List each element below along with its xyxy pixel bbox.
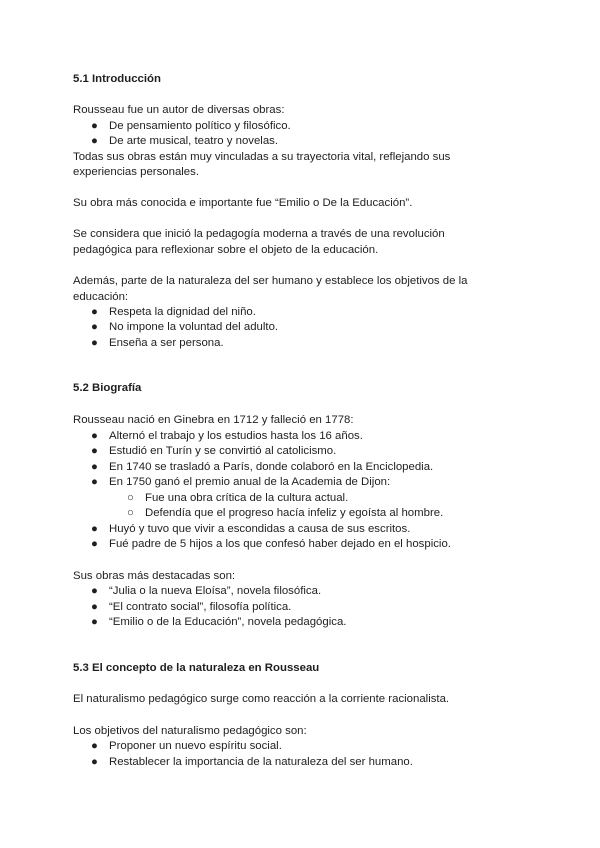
bullet-icon: ● <box>91 445 98 457</box>
list-item: ● De pensamiento político y filosófico. <box>91 120 291 132</box>
bullet-icon: ● <box>91 120 98 132</box>
bullet-icon: ● <box>91 430 98 442</box>
section-heading-biografia: 5.2 Biografía <box>73 382 142 394</box>
paragraph: Los objetivos del naturalismo pedagógico son: <box>73 725 307 737</box>
bullet-icon: ● <box>91 337 98 349</box>
list-item: ● Huyó y tuvo que vivir a escondidas a causa de sus escritos. <box>91 523 411 535</box>
bullet-icon: ● <box>91 585 98 597</box>
bullet-icon: ● <box>91 616 98 628</box>
bullet-icon: ● <box>91 601 98 613</box>
bullet-icon: ● <box>91 321 98 333</box>
list-item: ● Alternó el trabajo y los estudios hasta los 16 años. <box>91 430 363 442</box>
sub-list-item: ○ Defendía que el progreso hacía infeliz y egoísta al hombre. <box>127 507 444 519</box>
paragraph: Rousseau nació en Ginebra en 1712 y falleció en 1778: <box>73 414 354 426</box>
bullet-icon: ● <box>91 476 98 488</box>
bullet-icon: ● <box>91 538 98 550</box>
list-item: ● Estudió en Turín y se convirtió al catolicismo. <box>91 445 337 457</box>
sub-list-item: ○ Fue una obra crítica de la cultura actual. <box>127 492 349 504</box>
list-item: ● Respeta la dignidad del niño. <box>91 306 256 318</box>
bullet-icon: ● <box>91 740 98 752</box>
list-item: ● Enseña a ser persona. <box>91 337 224 349</box>
bullet-icon: ● <box>91 461 98 473</box>
paragraph: Además, parte de la naturaleza del ser humano y establece los objetivos de la <box>73 275 468 287</box>
sub-bullet-icon: ○ <box>127 492 134 504</box>
paragraph: Se considera que inició la pedagogía moderna a través de una revolución <box>73 228 445 240</box>
bullet-icon: ● <box>91 523 98 535</box>
list-item: ● No impone la voluntad del adulto. <box>91 321 279 333</box>
list-item: ● “El contrato social”, filosofía política. <box>91 601 292 613</box>
paragraph: Su obra más conocida e importante fue “Emilio o De la Educación”. <box>73 197 413 209</box>
paragraph: educación: <box>73 291 129 303</box>
list-item: ● “Emilio o de la Educación”, novela pedagógica. <box>91 616 347 628</box>
list-item: ● Proponer un nuevo espíritu social. <box>91 740 282 752</box>
paragraph: pedagógica para reflexionar sobre el objeto de la educación. <box>73 244 379 256</box>
section-heading-naturaleza: 5.3 El concepto de la naturaleza en Rousseau <box>73 662 320 674</box>
bullet-icon: ● <box>91 306 98 318</box>
list-item: ● De arte musical, teatro y novelas. <box>91 135 279 147</box>
list-item: ● Fué padre de 5 hijos a los que confesó haber dejado en el hospicio. <box>91 538 451 550</box>
list-item: ● Restablecer la importancia de la naturaleza del ser humano. <box>91 756 413 768</box>
paragraph: Todas sus obras están muy vinculadas a su trayectoria vital, reflejando sus <box>73 151 451 163</box>
paragraph: experiencias personales. <box>73 166 200 178</box>
paragraph: Sus obras más destacadas son: <box>73 570 236 582</box>
sub-bullet-icon: ○ <box>127 507 134 519</box>
paragraph: Rousseau fue un autor de diversas obras: <box>73 104 285 116</box>
section-heading-introduccion: 5.1 Introducción <box>73 73 161 85</box>
list-item: ● En 1750 ganó el premio anual de la Academia de Dijon: <box>91 476 391 488</box>
paragraph: El naturalismo pedagógico surge como reacción a la corriente racionalista. <box>73 693 450 705</box>
list-item: ● “Julia o la nueva Eloísa”, novela filosófica. <box>91 585 322 597</box>
bullet-icon: ● <box>91 135 98 147</box>
list-item: ● En 1740 se trasladó a París, donde colaboró en la Enciclopedia. <box>91 461 434 473</box>
bullet-icon: ● <box>91 756 98 768</box>
